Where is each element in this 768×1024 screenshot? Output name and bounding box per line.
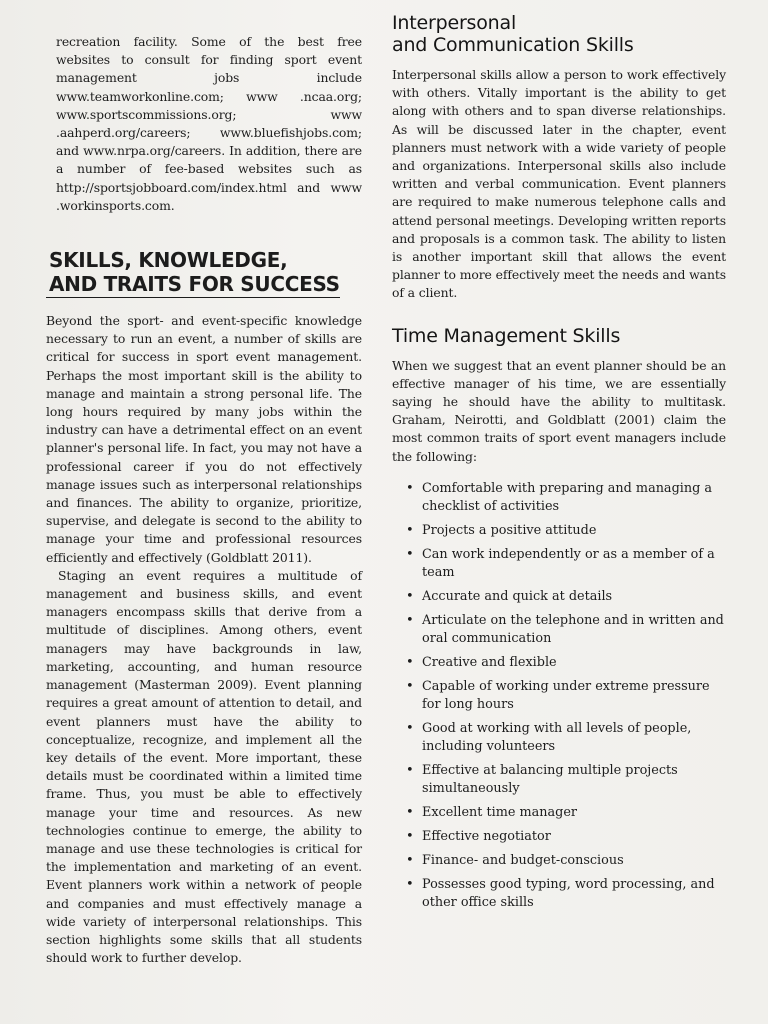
bullet-icon: •	[406, 588, 414, 604]
time-management-heading: Time Management Skills	[392, 324, 621, 347]
trait-list-item	[406, 852, 726, 870]
left-column	[46, 0, 362, 967]
interpersonal-paragraph: Interpersonal skills allow a person to work effectively with others. Vitally important is the ability to get along with others and to span diverse relationships. As will be discussed later in the chapter, event planners must network with a wide variety of people and organizations. Interpersonal skills also include written and verbal communication. Event planners are required to make numerous telephone calls and attend personal meetings. Developing written reports and proposals is a common task. The ability to listen is another important skill that allows the event planner to more effectively meet the needs and wants of a client.	[392, 67, 726, 301]
bullet-icon: •	[406, 804, 414, 820]
traits-list	[392, 480, 726, 912]
trait-text: Can work independently or as a member of a team	[422, 546, 715, 580]
trait-text: Possesses good typing, word processing, and other office skills	[422, 876, 715, 910]
trait-list-item	[406, 828, 726, 846]
trait-list-item	[406, 588, 726, 606]
section-heading	[46, 248, 340, 298]
right-column	[392, 0, 726, 918]
trait-list-item	[406, 804, 726, 822]
trait-text: Excellent time manager	[422, 804, 578, 820]
bullet-icon: •	[406, 546, 414, 562]
trait-list-item	[406, 876, 726, 912]
bullet-icon: •	[406, 522, 414, 538]
trait-text: Accurate and quick at details	[422, 588, 613, 604]
trait-text: Creative and flexible	[422, 654, 557, 670]
interpersonal-heading-line2: and Communication Skills	[392, 34, 634, 56]
staging-event-paragraph: Staging an event requires a multitude of management and business skills, and event managers encompass skills that derive from a multitude of disciplines. Among others, event managers may have backgrounds in law, marketing, accounting, and human resource management (Masterman 2009). Event planning requires a great amount of attention to detail, and event planners must have the ability to conceptualize, recognize, and implement all the key details of the event. More important, these details must be coordinated within a limited time frame. Thus, you must be able to effectively manage your time and resources. As new technologies continue to emerge, the ability to manage and use these technologies is critical for the implementation and marketing of an event. Event planners work within a network of people and companies and must effectively manage a wide variety of interpersonal relationships. This section highlights some skills that all students should work to further develop.	[46, 567, 362, 966]
trait-list-item	[406, 480, 726, 516]
trait-text: Projects a positive attitude	[422, 522, 597, 538]
interpersonal-heading-line1: Interpersonal	[392, 12, 517, 34]
trait-list-item	[406, 762, 726, 798]
bullet-icon: •	[406, 720, 414, 736]
trait-text: Articulate on the telephone and in written and oral communication	[422, 612, 724, 646]
bullet-icon: •	[406, 828, 414, 844]
bullet-icon: •	[406, 852, 414, 868]
bullet-icon: •	[406, 612, 414, 628]
section-heading-line2: AND TRAITS FOR SUCCESS	[49, 272, 340, 297]
trait-text: Finance- and budget-conscious	[422, 852, 624, 868]
trait-list-item	[406, 654, 726, 672]
trait-list-item	[406, 546, 726, 582]
continued-paragraph: recreation facility. Some of the best free websites to consult for finding sport event management jobs include www.teamworkonline.com; www .ncaa.org; www.sportscommissions.org; www .aahperd.org/careers; www.bluefishjobs.com; and www.nrpa.org/careers. In addition, there are a number of fee-based websites such as http://sportsjobboard.com/index.html and www .workinsports.com.	[56, 34, 362, 213]
trait-list-item	[406, 678, 726, 714]
skills-intro-paragraph: Beyond the sport- and event-specific knowledge necessary to run an event, a number of skills are critical for success in sport event management. Perhaps the most important skill is the ability to manage and maintain a strong personal life. The long hours required by many jobs within the industry can have a detrimental effect on an event planner's personal life. In fact, you may not have a professional career if you do not effectively manage issues such as interpersonal relationships and finances. The ability to organize, prioritize, supervise, and delegate is second to the ability to manage your time and professional resources efficiently and effectively (Goldblatt 2011).	[46, 313, 362, 565]
trait-list-item	[406, 720, 726, 756]
bullet-icon: •	[406, 480, 414, 496]
interpersonal-heading	[392, 12, 726, 56]
trait-text: Capable of working under extreme pressure for long hours	[422, 678, 710, 712]
time-management-paragraph: When we suggest that an event planner should be an effective manager of his time, we are essentially saying he should have the ability to multitask. Graham, Neirotti, and Goldblatt (2001) claim the most common traits of sport event managers include the following:	[392, 357, 726, 464]
trait-text: Good at working with all levels of people, including volunteers	[422, 720, 692, 754]
trait-list-item	[406, 612, 726, 648]
section-heading-line1: SKILLS, KNOWLEDGE,	[49, 248, 288, 273]
bullet-icon: •	[406, 678, 414, 694]
trait-text: Comfortable with preparing and managing a checklist of activities	[422, 480, 712, 514]
bullet-icon: •	[406, 762, 414, 778]
trait-list-item	[406, 522, 726, 540]
bullet-icon: •	[406, 654, 414, 670]
trait-text: Effective at balancing multiple projects simultaneously	[422, 762, 678, 796]
trait-text: Effective negotiator	[422, 828, 551, 844]
bullet-icon: •	[406, 876, 414, 892]
